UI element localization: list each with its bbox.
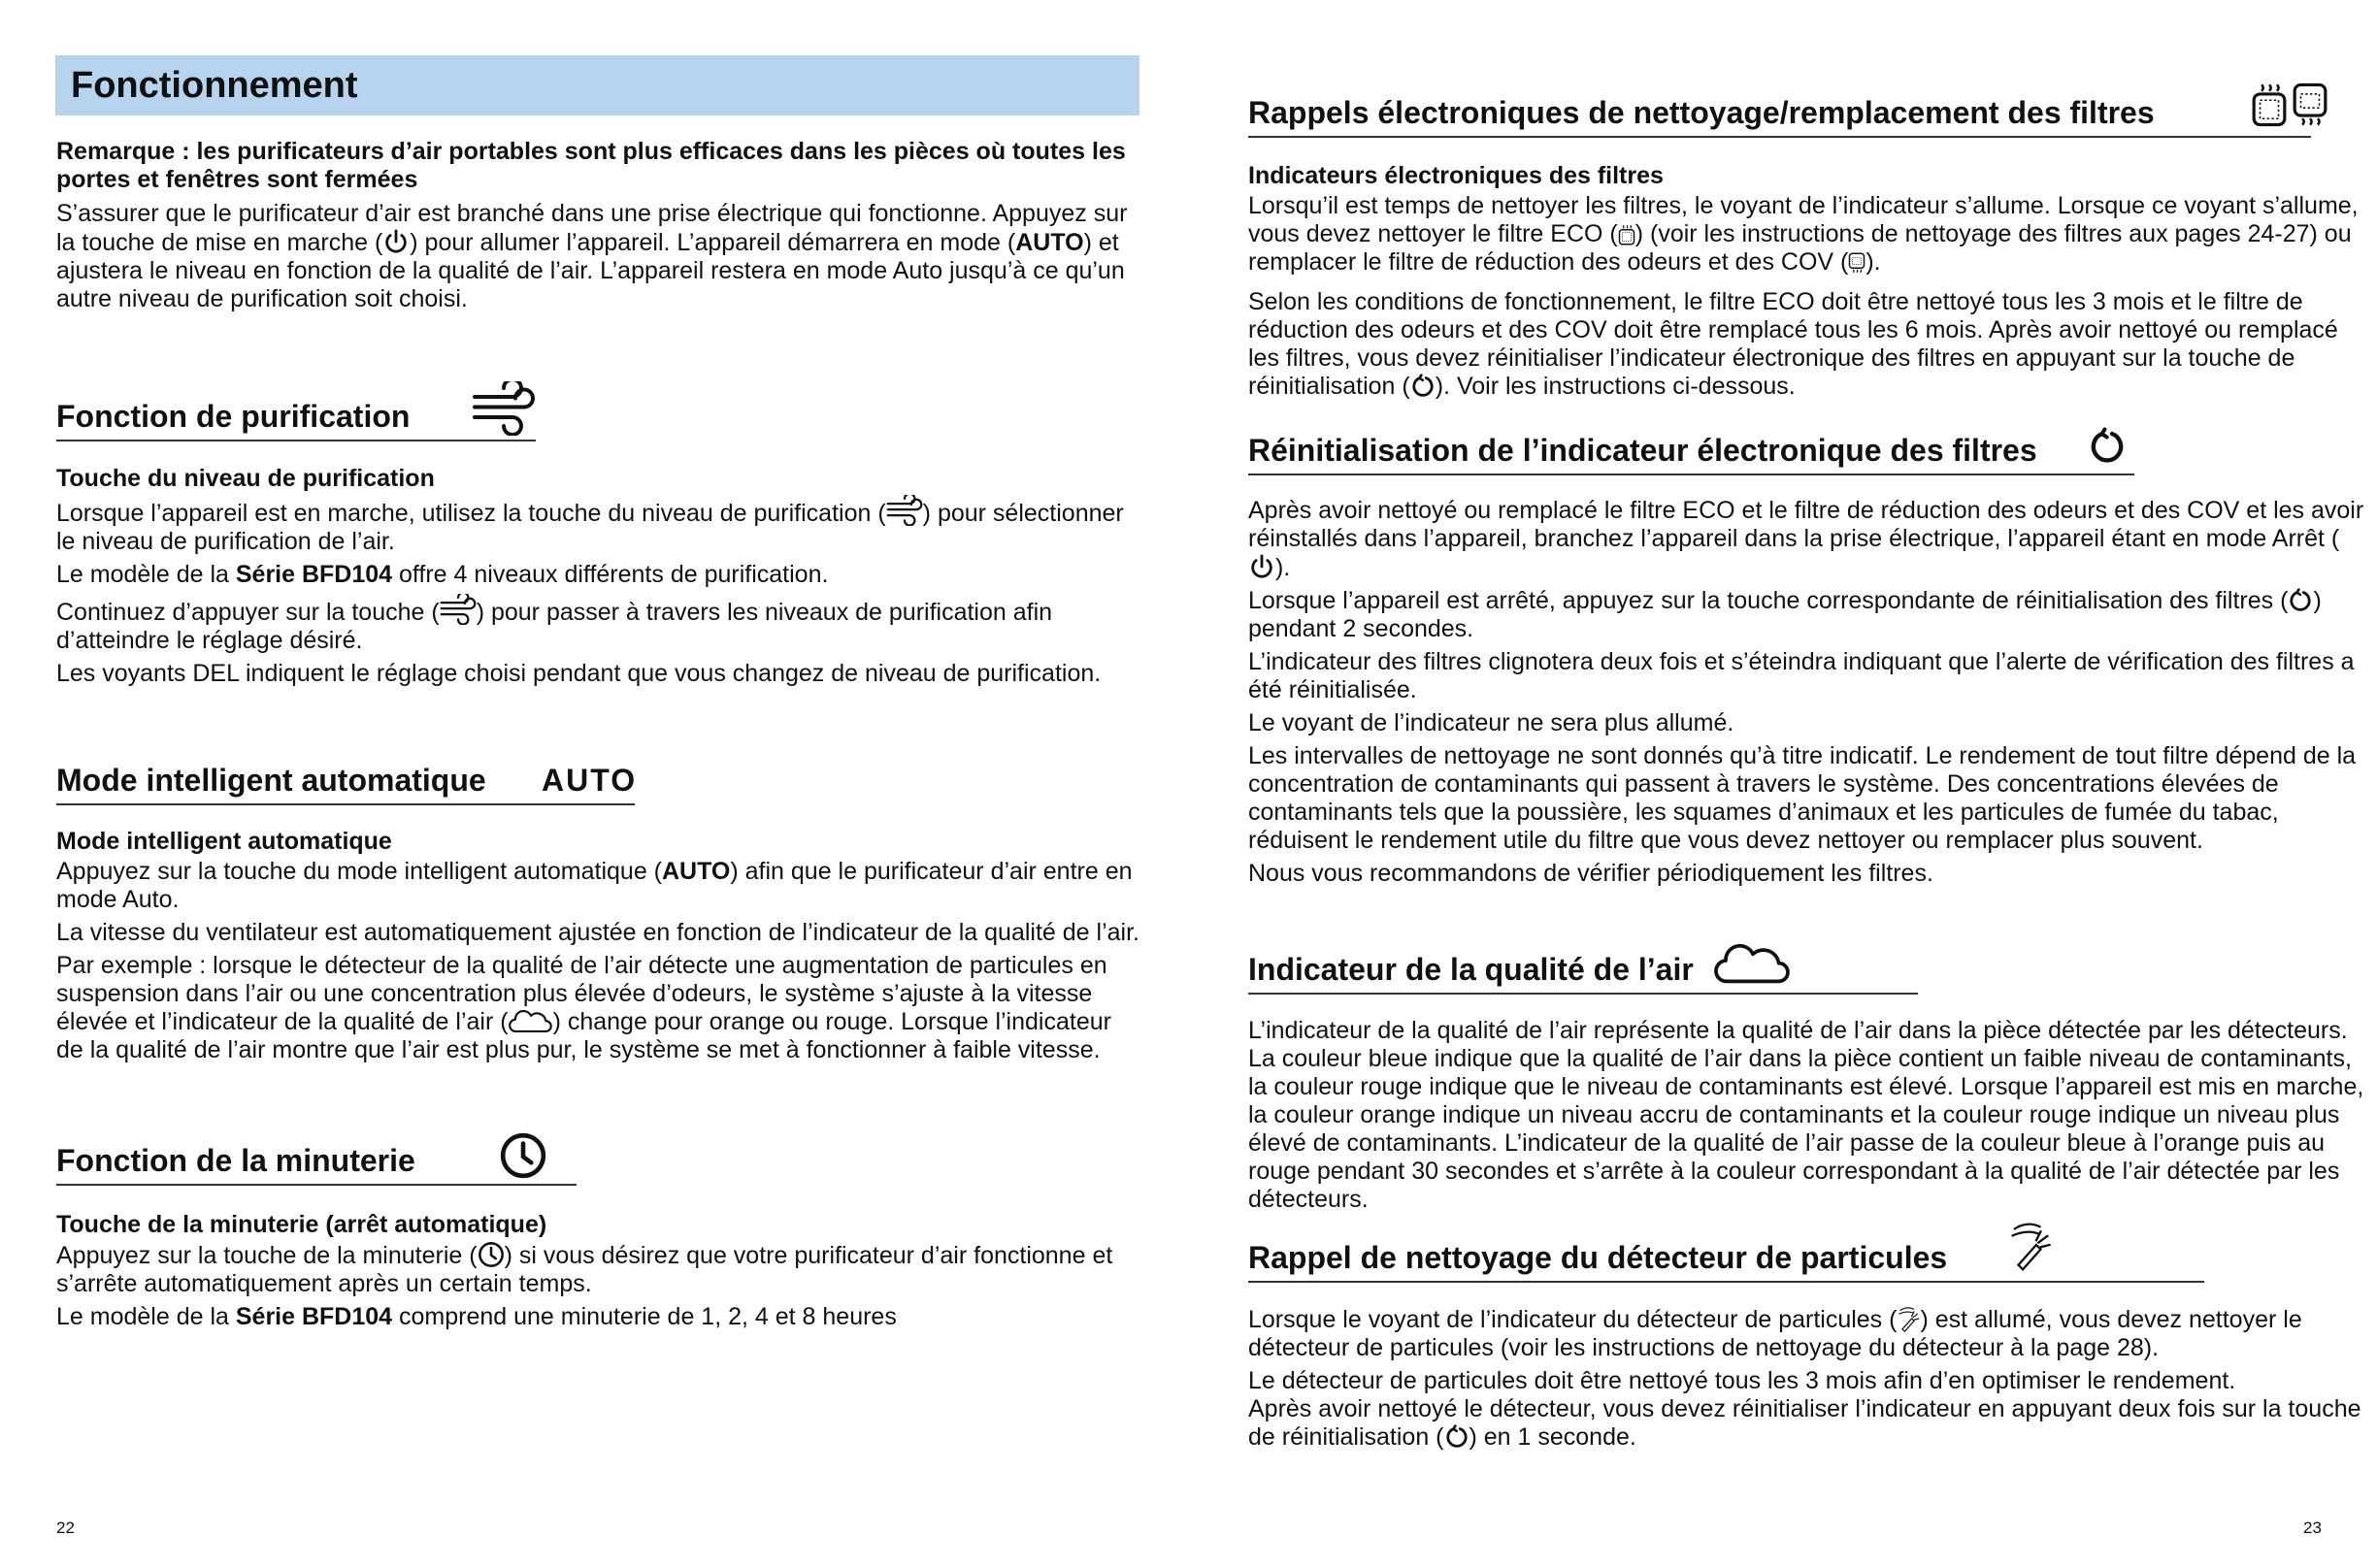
- wind-icon: [886, 495, 923, 526]
- section-title-auto-mode: Mode intelligent automatique: [56, 763, 486, 798]
- section-heading-reset: [1248, 417, 2134, 475]
- reset-icon: [2088, 427, 2127, 466]
- intro-paragraph: S’assurer que le purificateur d’air est branché dans une prise électrique qui fonctionne. Appuyez sur la touche de mise en marche ( ) pour allumer l’appareil. L’appareil démarrera en mode (AUTO) et ajustera le niveau en fonction de la qualité de l’air. L’appareil restera en mode Auto jusqu’à ce qu’un autre niveau de purification soit choisi.: [56, 200, 1128, 312]
- purification-body: Touche du niveau de purification Lorsque l’appareil est en marche, utilisez la touche du niveau de purification ( ) pour sélectionner le niveau de purification de l’air. Le modèle de la Série BFD104 offre 4 niveaux différents de purification. Continuez d’appuyer sur la touche ( ) pour passer à travers les niveaux de purification afin d’atteindre le réglage désiré. Les voyants DEL indiquent le réglage choisi pendant que vous changez de niveau de purification.: [56, 465, 1143, 693]
- auto-label: AUTO: [542, 763, 638, 798]
- page-number-left: 22: [56, 1519, 75, 1537]
- particle-sensor-icon: [2007, 1217, 2052, 1273]
- eco-filter-icon: [2251, 82, 2288, 128]
- left-page: [0, 0, 1188, 1568]
- section-title-filter-reminders: Rappels électroniques de nettoyage/remplacement des filtres: [1248, 95, 2155, 130]
- cloud-icon: [1714, 942, 1792, 987]
- timer-subtitle: Touche de la minuterie (arrêt automatique): [56, 1211, 547, 1238]
- filter-reminders-subtitle: Indicateurs électroniques des filtres: [1248, 162, 1664, 189]
- section-heading-timer: [56, 1127, 577, 1186]
- purification-subtitle: Touche du niveau de purification: [56, 465, 435, 492]
- reset-icon: [1444, 1424, 1469, 1450]
- auto-mode-subtitle: Mode intelligent automatique: [56, 828, 392, 855]
- section-title-timer: Fonction de la minuterie: [56, 1143, 415, 1178]
- wind-icon: [472, 381, 536, 436]
- section-title-air-quality: Indicateur de la qualité de l’air: [1248, 952, 1694, 987]
- section-heading-purification: [56, 383, 536, 441]
- filter-reminders-body: Indicateurs électroniques des filtres Lorsqu’il est temps de nettoyer les filtres, le voyant de l’indicateur s’allume. Lorsque ce voyant s’allume, vous devez nettoyer le filtre ECO ( ) (voir les instructions de nettoyage des filtres aux pages 24-27) ou remplacer le filtre de réduction des odeurs et des COV ( ). Selon les conditions de fonctionnement, le filtre ECO doit être nettoyé tous les 3 mois et le filtre de réduction des odeurs et des COV doit être remplacé tous les 6 mois. Après avoir nettoyé ou remplacé les filtres, vous devez réinitialiser l’indicateur électronique des filtres en appuyant sur la touche de réinitialisation ( ). Voir les instructions ci-dessous.: [1248, 162, 2364, 406]
- section-heading-air-quality: [1248, 936, 1918, 995]
- particle-sensor-icon: [1897, 1305, 1920, 1332]
- section-heading-auto-mode: [56, 747, 638, 805]
- auto-mode-body: Mode intelligent automatique Appuyez sur la touche du mode intelligent automatique (AUTO) afin que le purificateur d’air entre en mode Auto. La vitesse du ventilateur est automatiquement ajustée en fonction de l’indicateur de la qualité de l’air. Par exemple : lorsque le détecteur de la qualité de l’air détecte une augmentation de particules en suspension dans l’air ou une concentration plus élevée d’odeurs, le système s’ajuste à la vitesse élevée et l’indicateur de la qualité de l’air ( ) change pour orange ou rouge. Lorsque l’indicateur de la qualité de l’air montre que l’air est plus pur, le système se met à fonctionner à faible vitesse.: [56, 828, 1143, 1069]
- section-title-sensor: Rappel de nettoyage du détecteur de particules: [1248, 1240, 1948, 1275]
- note: Remarque : les purificateurs d’air portables sont plus efficaces dans les pièces où toutes les portes et fenêtres sont fermées: [56, 138, 1126, 193]
- clock-icon: [499, 1131, 547, 1180]
- section-heading-filter-reminders: [1248, 78, 2311, 138]
- right-page: [1188, 0, 2377, 1568]
- cloud-icon: [509, 1009, 553, 1034]
- timer-body: Touche de la minuterie (arrêt automatique) Appuyez sur la touche de la minuterie ( ) si vous désirez que votre purificateur d’air fonctionne et s’arrête automatiquement après un certain temps. Le modèle de la Série BFD104 comprend une minuterie de 1, 2, 4 et 8 heures: [56, 1211, 1143, 1336]
- reset-icon: [1410, 374, 1436, 399]
- power-icon: [382, 228, 410, 255]
- section-title-purification: Fonction de purification: [56, 399, 411, 434]
- wind-icon: [440, 594, 477, 625]
- voc-filter-icon: [2292, 82, 2328, 128]
- page-banner: Fonctionnement: [55, 55, 1139, 115]
- air-quality-body: L’indicateur de la qualité de l’air représente la qualité de l’air dans la pièce détectée par les détecteurs. La couleur bleue indique que la qualité de l’air dans la pièce contient un faible niveau de contaminants, la couleur rouge indique que le niveau de contaminants est élevé. Lorsque l’appareil est mis en marche, la couleur orange indique un niveau accru de contaminants et la couleur rouge indique un niveau plus élevé de contaminants. L’indicateur de la qualité de l’air passe de la couleur bleue à l’orange puis au rouge pendant 30 secondes et s’arrête à la couleur correspondant à la qualité de l’air détectée par les détecteurs.: [1248, 1017, 2364, 1213]
- sensor-body: Lorsque le voyant de l’indicateur du détecteur de particules ( ) est allumé, vous devez nettoyer le détecteur de particules (voir les instructions de nettoyage du détecteur à la page 28). Le détecteur de particules doit être nettoyé tous les 3 mois afin d’en optimiser le rendement. Après avoir nettoyé le détecteur, vous devez réinitialiser l’indicateur en appuyant deux fois sur la touche de réinitialisation ( ) en 1 seconde.: [1248, 1306, 2361, 1451]
- section-heading-sensor: [1248, 1225, 2204, 1283]
- power-icon: [1248, 553, 1275, 580]
- eco-filter-icon: [1618, 223, 1635, 246]
- page-number-right: 23: [2303, 1519, 2322, 1537]
- voc-filter-icon: [1848, 251, 1865, 275]
- reset-body: Après avoir nettoyé ou remplacé le filtre ECO et le filtre de réduction des odeurs et des COV et les avoir réinstallés dans l’appareil, branchez l’appareil dans la prise électrique, l’appareil étant en mode Arrêt (). Lorsque l’appareil est arrêté, appuyez sur la touche correspondante de réinitialisation des filtres ( ) pendant 2 secondes. L’indicateur des filtres clignotera deux fois et s’éteindra indiquant que l’alerte de vérification des filtres a été réinitialisée. Le voyant de l’indicateur ne sera plus allumé. Les intervalles de nettoyage ne sont donnés qu’à titre indicatif. Le rendement de tout filtre dépend de la concentration de contaminants qui passent à travers le système. Des concentrations élevées de contaminants tels que la poussière, les squames d’animaux et les particules de fumée du tabac, réduisent le rendement utile du filtre que vous devez nettoyer ou remplacer plus souvent. Nous vous recommandons de vérifier périodiquement les filtres.: [1248, 497, 2364, 887]
- section-title-reset: Réinitialisation de l’indicateur électronique des filtres: [1248, 433, 2037, 468]
- clock-icon: [478, 1241, 505, 1268]
- reset-icon: [2288, 588, 2313, 613]
